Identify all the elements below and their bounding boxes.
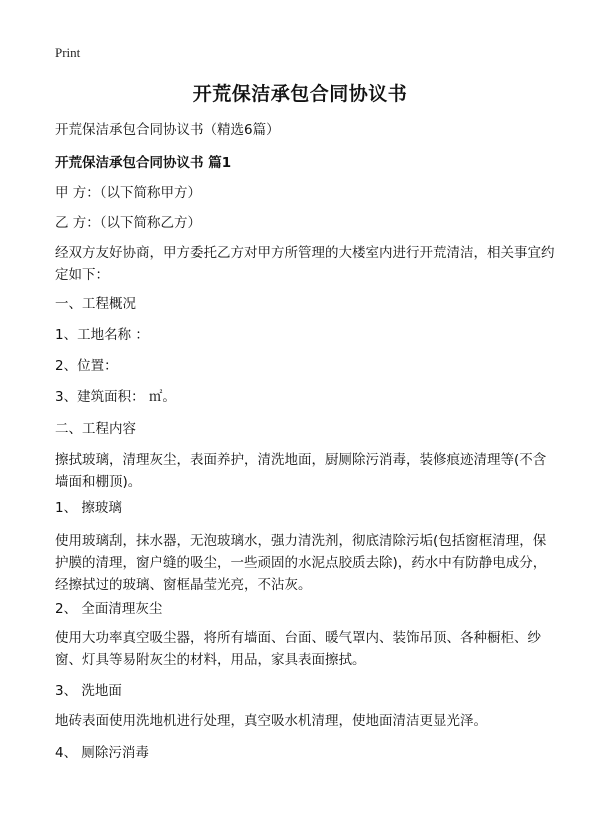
item-3-paragraph: 地砖表面使用洗地机进行处理，真空吸水机清理，使地面清洁更显光泽。 bbox=[55, 713, 487, 729]
item-4-heading: 4、 厕除污消毒 bbox=[55, 745, 149, 761]
item-3-heading: 3、 洗地面 bbox=[55, 683, 122, 699]
print-link[interactable]: Print bbox=[55, 45, 81, 60]
party-a-line: 甲 方：（以下简称甲方） bbox=[55, 185, 202, 201]
site-name-line: 1、工地名称 ： bbox=[55, 327, 149, 343]
section-heading: 开荒保洁承包合同协议书 篇1 bbox=[55, 155, 232, 171]
item-2-paragraph: 使用大功率真空吸尘器，将所有墙面、台面、暖气罩内、装饰吊顶、各种橱柜、纱窗、灯具等易附灰尘的材料，用品，家具表面擦拭。 bbox=[55, 630, 541, 668]
section-1-heading: 一、工程概况 bbox=[55, 296, 136, 312]
item-1-paragraph: 使用玻璃刮，抹水器，无泡玻璃水，强力清洗剂，彻底清除污垢(包括窗框清理，保护膜的清理，窗户缝的吸尘，一些顽固的水泥点胶质去除)，药水中有防静电成分，经擦拭过的玻璃、窗框晶莹光亮，不沾灰。 bbox=[55, 533, 547, 593]
location-line: 2、位置： bbox=[55, 358, 118, 374]
subtitle-paragraph: 开荒保洁承包合同协议书（精选6篇） bbox=[55, 122, 280, 138]
section-2-heading: 二、工程内容 bbox=[55, 421, 136, 437]
item-1-heading: 1、 擦玻璃 bbox=[55, 500, 122, 516]
work-scope-paragraph: 擦拭玻璃，清理灰尘，表面养护，清洗地面，厨厕除污消毒，装修痕迹清理等(不含墙面和棚顶)。 bbox=[55, 452, 547, 490]
document-title: 开荒保洁承包合同协议书 bbox=[192, 83, 408, 105]
area-line: 3、建筑面积： ㎡。 bbox=[55, 389, 176, 405]
item-2-heading: 2、 全面清理灰尘 bbox=[55, 601, 163, 617]
party-b-line: 乙 方：（以下简称乙方） bbox=[55, 215, 202, 231]
intro-paragraph: 经双方友好协商，甲方委托乙方对甲方所管理的大楼室内进行开荒清洁，相关事宜约定如下： bbox=[55, 245, 555, 283]
